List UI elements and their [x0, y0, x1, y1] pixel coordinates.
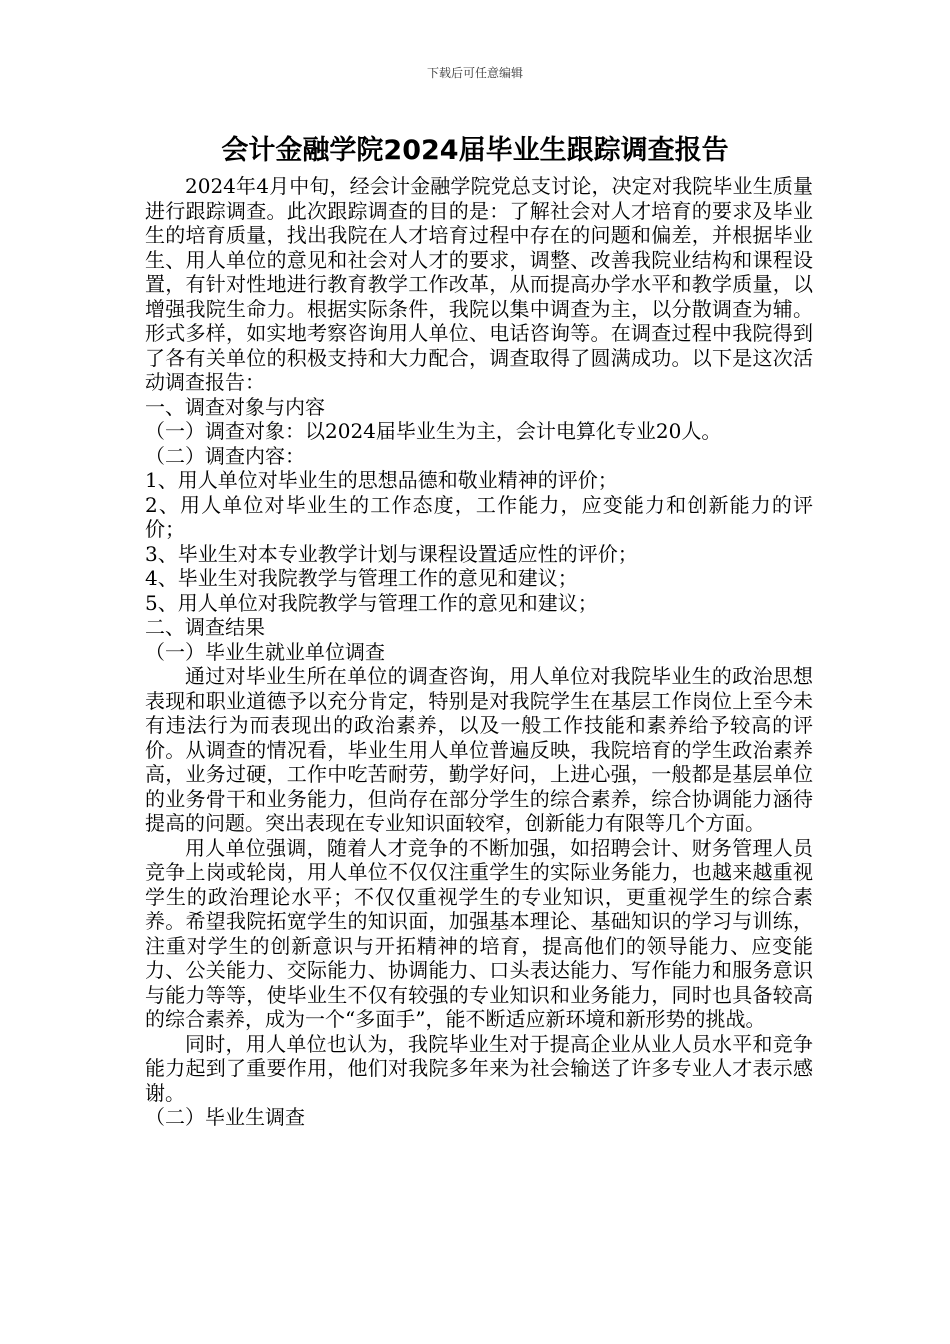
paragraph-employer-thanks: 同时，用人单位也认为，我院毕业生对于提高企业从业人员水平和竞争能力起到了重要作用，他们对我院多年来为社会输送了许多专业人才表示感谢。: [145, 1031, 813, 1105]
header-note: 下载后可任意编辑: [426, 66, 523, 80]
list-item-2: 2、用人单位对毕业生的工作态度，工作能力，应变能力和创新能力的评价；: [145, 492, 813, 541]
paragraph-employer-survey: 通过对毕业生所在单位的调查咨询，用人单位对我院毕业生的政治思想表现和职业道德予以充分肯定，特别是对我院学生在基层工作岗位上至今未有违法行为而表现出的政治素养，以及一般工作技能和素养给予较高的评价。从调查的情况看，毕业生用人单位普遍反映，我院培育的学生政治素养高，业务过硬，工作中吃苦耐劳，勤学好问，上进心强，一般都是基层单位的业务骨干和业务能力，但尚存在部分学生的综合素养，综合协调能力涵待提高的问题。突出表现在专业知识面较窄，创新能力有限等几个方面。: [145, 664, 813, 835]
document-title: 会计金融学院2024届毕业生跟踪调查报告: [221, 135, 729, 166]
subsection-1-1: （一）调查对象：以2024届毕业生为主，会计电算化专业20人。: [145, 419, 722, 443]
intro-paragraph: 2024年4月中旬，经会计金融学院党总支讨论，决定对我院毕业生质量进行跟踪调查。此次跟踪调查的目的是：了解社会对人才培育的要求及毕业生的培育质量，找出我院在人才培育过程中存在的问题和偏差，并根据毕业生、用人单位的意见和社会对人才的要求，调整、改善我院业结构和课程设置，有针对性地进行教育教学工作改革，从而提高办学水平和教学质量，以增强我院生命力。根据实际条件，我院以集中调查为主，以分散调查为辅。形式多样，如实地考察咨询用人单位、电话咨询等。在调查过程中我院得到了各有关单位的积极支持和大力配合，调查取得了圆满成功。以下是这次活动调查报告：: [145, 174, 813, 394]
document-body: [145, 174, 813, 1130]
subsection-1-2: （二）调查内容：: [145, 443, 305, 468]
list-item-3: 3、毕业生对本专业教学计划与课程设置适应性的评价；: [145, 541, 638, 566]
list-item-4: 4、毕业生对我院教学与管理工作的意见和建议；: [145, 566, 578, 590]
section-heading-1: 一、调查对象与内容: [145, 394, 325, 419]
subsection-2-1: （一）毕业生就业单位调查: [145, 639, 385, 664]
paragraph-employer-emphasis: 用人单位强调，随着人才竞争的不断加强，如招聘会计、财务管理人员竞争上岗或轮岗，用人单位不仅仅注重学生的实际业务能力，也越来越重视学生的政治理论水平；不仅仅重视学生的专业知识，更重视学生的综合素养。希望我院拓宽学生的知识面，加强基本理论、基础知识的学习与训练，注重对学生的创新意识与开拓精神的培育，提高他们的领导能力、应变能力、公关能力、交际能力、协调能力、口头表达能力、写作能力和服务意识与能力等等，使毕业生不仅有较强的专业知识和业务能力，同时也具备较高的综合素养，成为一个“多面手”，能不断适应新环境和新形势的挑战。: [145, 835, 813, 1031]
list-item-5: 5、用人单位对我院教学与管理工作的意见和建议；: [145, 590, 598, 615]
section-heading-2: 二、调查结果: [145, 615, 265, 639]
list-item-1: 1、用人单位对毕业生的思想品德和敬业精神的评价；: [145, 468, 618, 492]
subsection-2-2: （二）毕业生调查: [145, 1105, 305, 1129]
